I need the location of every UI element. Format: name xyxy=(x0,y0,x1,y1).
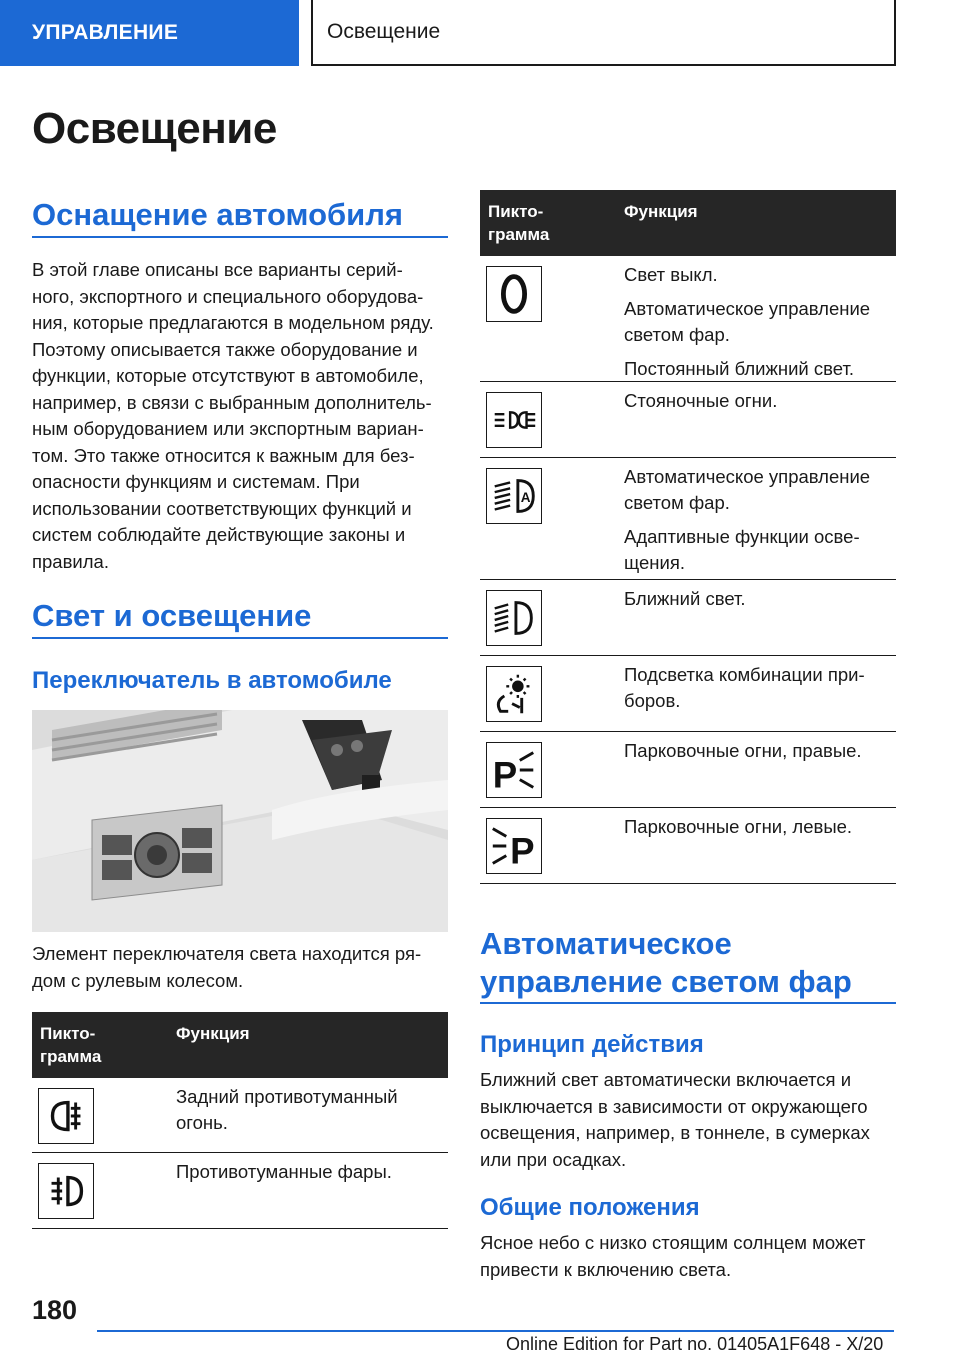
text-line: например, в связи с выбранным дополнитель- xyxy=(32,391,432,413)
header-function: Функция xyxy=(176,1024,250,1043)
switch-caption xyxy=(32,941,452,994)
lights-off-zero-icon xyxy=(486,266,542,322)
heading-rule xyxy=(480,1002,896,1004)
text-line: Ближний свет автоматически включается и xyxy=(480,1069,852,1090)
function-text: Задний противотуманный огонь. xyxy=(176,1086,398,1133)
table-row xyxy=(480,580,896,656)
text-line: Ясное небо с низко стоящим солнцем может xyxy=(480,1232,866,1253)
section-tab-label: УПРАВЛЕНИЕ xyxy=(32,21,179,44)
low-beam-icon xyxy=(486,590,542,646)
svg-text:P: P xyxy=(492,754,518,796)
function-text: Свет выкл. xyxy=(624,264,718,285)
text-line: опасности функциям и системам. При xyxy=(32,471,360,492)
table-row xyxy=(480,256,896,382)
auto-headlight-icon xyxy=(486,468,542,524)
footer-rule xyxy=(97,1330,894,1332)
heading-line: управление светом фар xyxy=(480,964,852,999)
page-title: Освещение xyxy=(32,104,277,153)
parking-light-right-icon xyxy=(486,742,542,798)
text-line: выключается в зависимости от окружающего xyxy=(480,1095,868,1117)
table-row xyxy=(480,656,896,732)
edition-link[interactable]: Online Edition for Part no. 01405A1F648 - X/20 xyxy=(506,1334,884,1354)
function-text: Противотуманные фары. xyxy=(176,1161,392,1182)
function-text: Парковочные огни, левые. xyxy=(624,816,853,837)
text-line: Элемент переключателя света находится ря- xyxy=(32,943,422,964)
function-text: Постоянный ближний свет. xyxy=(624,358,855,379)
topic-header-label: Освещение xyxy=(327,20,441,43)
heading-rule xyxy=(32,236,448,238)
table-row xyxy=(480,382,896,458)
parking-light-left-icon xyxy=(486,818,542,874)
function-text: Подсветка комбинации при-боров. xyxy=(624,664,865,711)
text-line: Поэтому описывается также оборудование и xyxy=(32,338,418,360)
text-line: правила. xyxy=(32,550,109,572)
table-row xyxy=(32,1078,448,1153)
heading-equipment: Оснащение автомобиля xyxy=(32,197,403,232)
function-text: Автоматическое управление светом фар. xyxy=(624,466,871,513)
text-line: функции, которые отсутствуют в автомобиле, xyxy=(32,365,424,386)
table-header xyxy=(32,1012,448,1078)
light-switch-photo xyxy=(32,710,448,932)
topic-header xyxy=(311,0,896,66)
table-row xyxy=(32,1153,448,1229)
parking-lights-icon xyxy=(486,392,542,448)
text-line: систем соблюдайте действующие законы и xyxy=(32,524,406,545)
header-function: Функция xyxy=(624,202,698,221)
text-line: ния, которые предлагаются в модельном ряду. xyxy=(32,312,434,333)
equipment-paragraph xyxy=(32,257,452,575)
heading-line: Автоматическое xyxy=(480,926,732,961)
principle-paragraph xyxy=(480,1067,900,1173)
text-line: дом с рулевым колесом. xyxy=(32,969,244,991)
text-line: том. Это также относится к важным для без- xyxy=(32,444,415,466)
heading-rule xyxy=(32,637,448,639)
pictogram-table-left xyxy=(32,1012,448,1229)
function-text: Адаптивные функции осве-щения. xyxy=(624,526,860,573)
heading-principle: Принцип действия xyxy=(480,1031,704,1058)
pictogram-table-right xyxy=(480,190,896,884)
text-line: или при осадках. xyxy=(480,1148,627,1170)
heading-general: Общие положения xyxy=(480,1194,700,1221)
general-paragraph xyxy=(480,1230,900,1283)
text-line: привести к включению света. xyxy=(480,1258,732,1280)
text-line: ным оборудованием или экспортным вариан- xyxy=(32,418,424,439)
instrument-illumination-icon xyxy=(486,666,542,722)
page-number: 180 xyxy=(32,1295,78,1325)
rear-fog-light-icon xyxy=(38,1088,94,1144)
header-pictogram: Пикто- грамма xyxy=(40,1024,102,1066)
header-pictogram: Пикто- грамма xyxy=(488,202,550,244)
table-header xyxy=(480,190,896,256)
section-tab[interactable] xyxy=(0,0,299,66)
heading-auto-headlights xyxy=(480,925,852,1001)
svg-text:P: P xyxy=(510,830,535,872)
text-line: ного, экспортного и специального оборудова- xyxy=(32,285,424,307)
function-text: Парковочные огни, правые. xyxy=(624,740,862,761)
table-row xyxy=(480,732,896,808)
function-text: Стояночные огни. xyxy=(624,390,778,411)
heading-switch: Переключатель в автомобиле xyxy=(32,667,392,694)
text-line: В этой главе описаны все варианты серий- xyxy=(32,259,403,280)
text-line: освещения, например, в тоннеле, в сумерках xyxy=(480,1122,870,1143)
table-row xyxy=(480,808,896,884)
text-line: использовании соответствующих функций и xyxy=(32,497,412,519)
heading-light: Свет и освещение xyxy=(32,598,312,633)
svg-text:A: A xyxy=(520,489,531,505)
table-row xyxy=(480,458,896,580)
front-fog-lights-icon xyxy=(38,1163,94,1219)
function-text: Автоматическое управление светом фар. xyxy=(624,298,871,345)
function-text: Ближний свет. xyxy=(624,588,746,609)
